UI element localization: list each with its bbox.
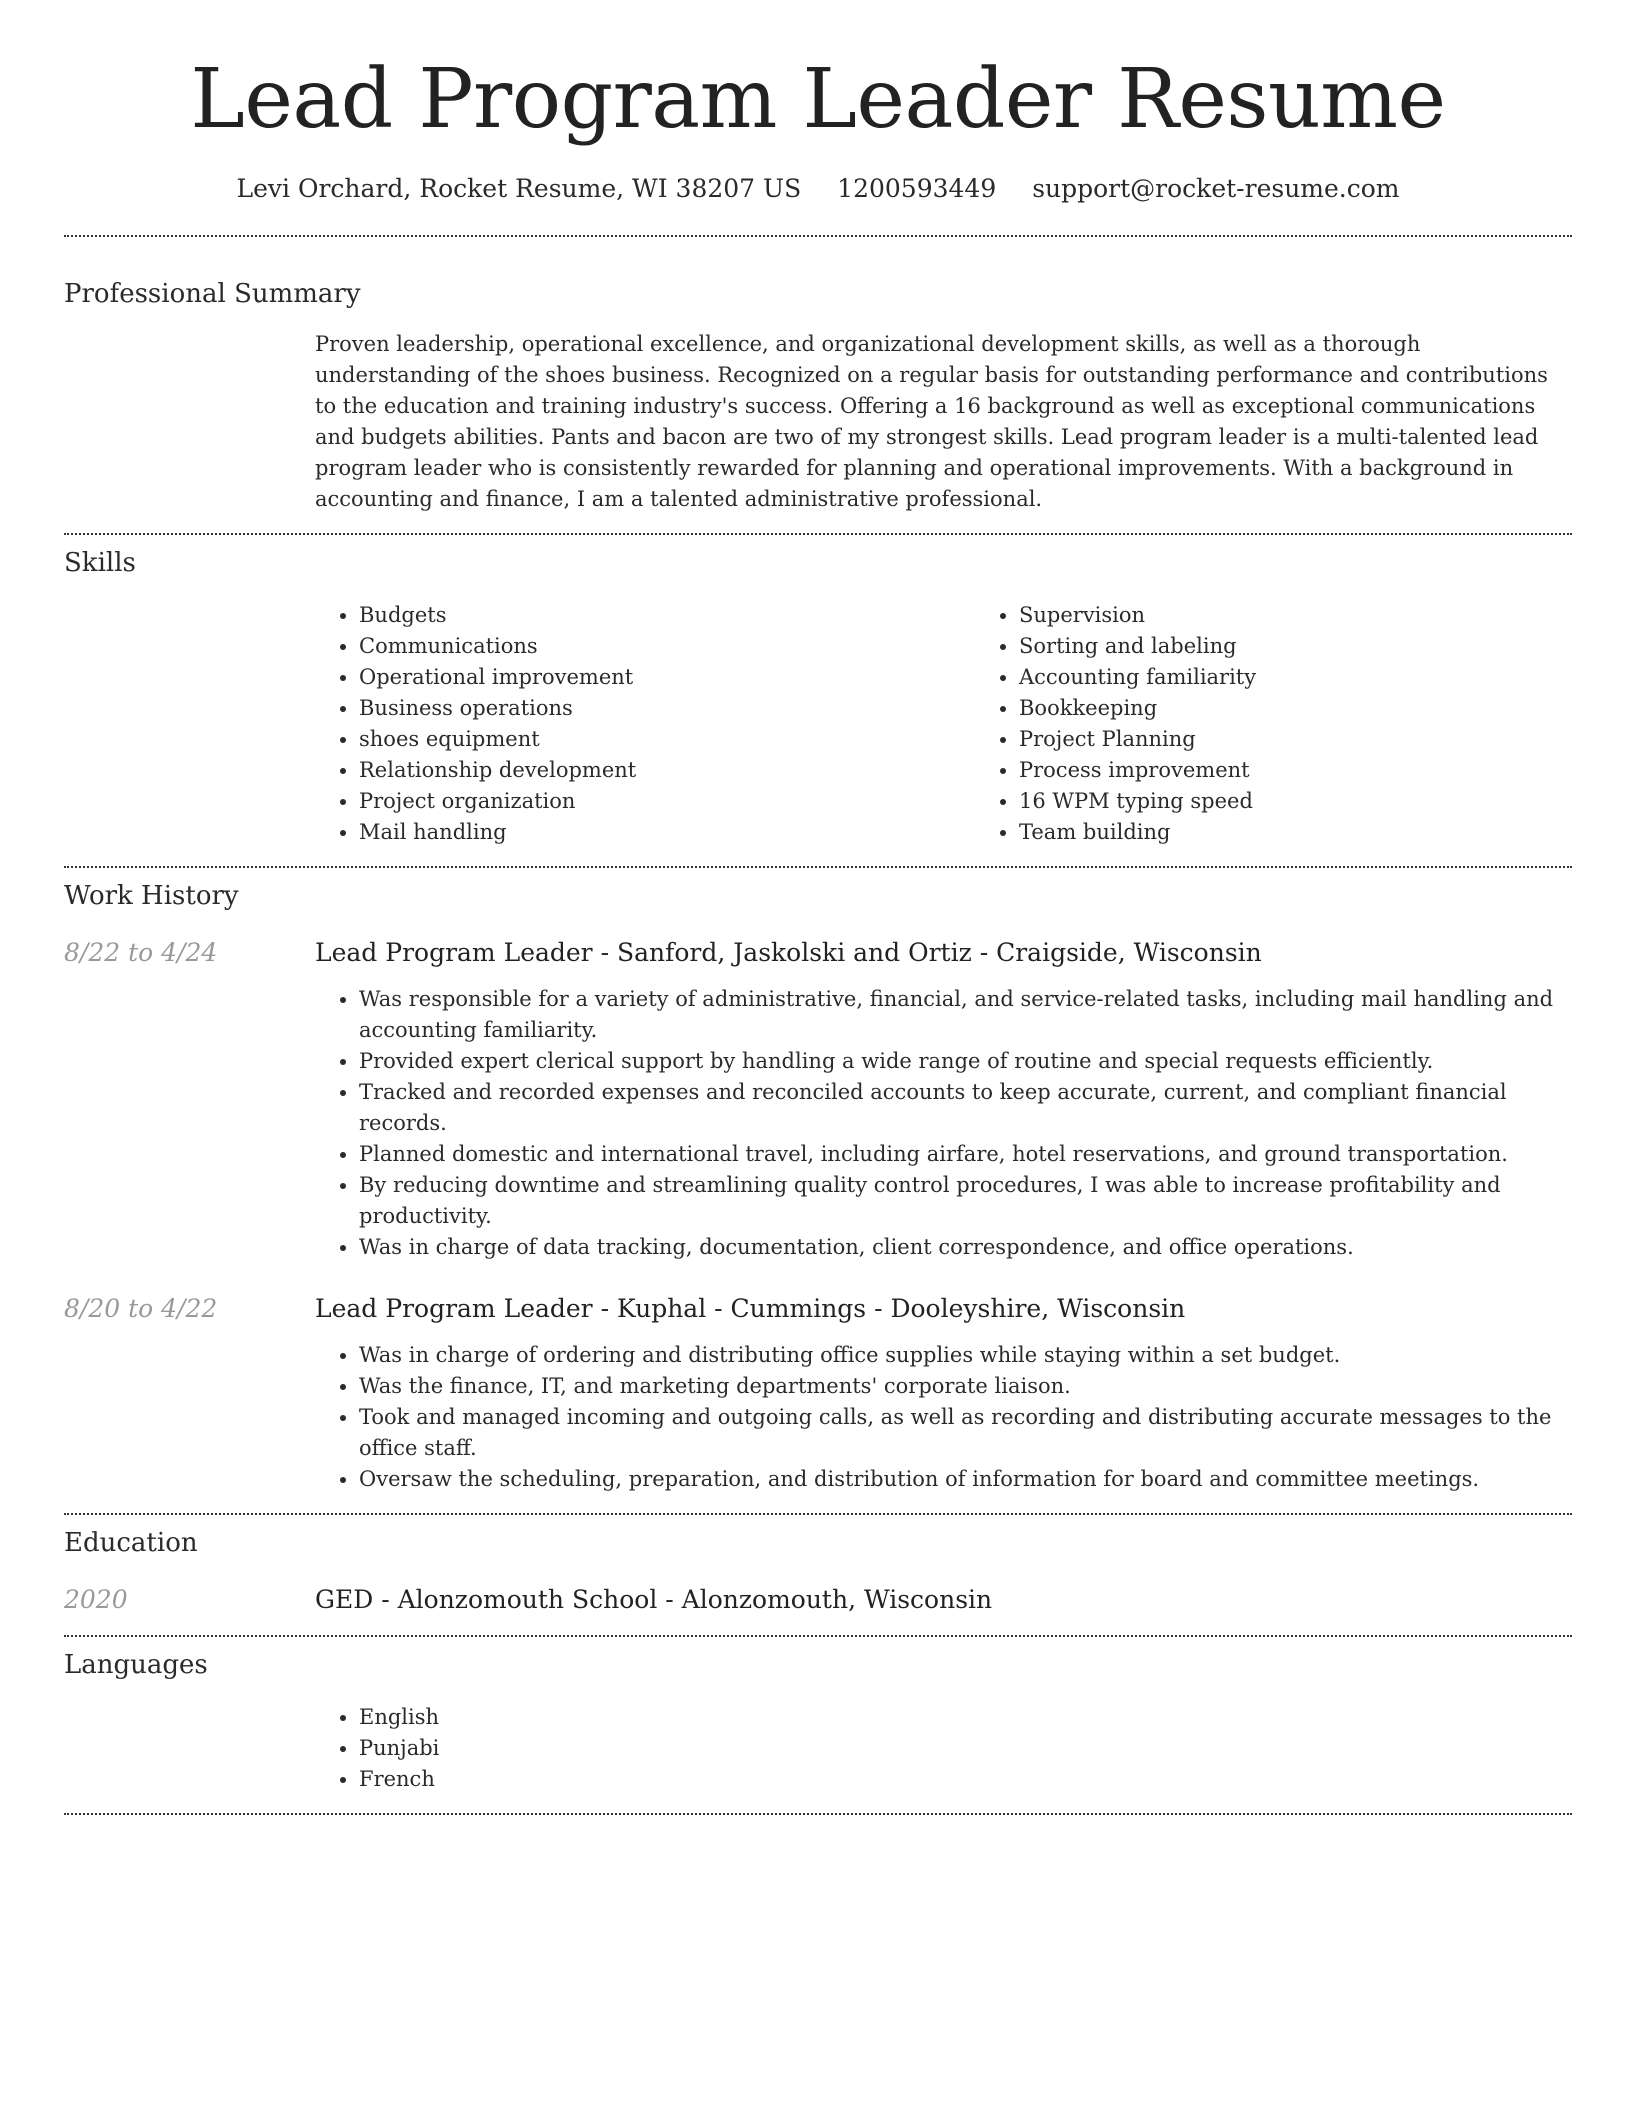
skill-item: • Communications — [359, 631, 975, 662]
job-date: 8/22 to 4/24 — [64, 938, 218, 967]
skill-item: • Budgets — [359, 600, 975, 631]
divider — [64, 533, 1572, 535]
skill-item: • Process improvement — [1019, 755, 1632, 786]
job-bullet: • Provided expert clerical support by handling a wide range of routine and special requests efficiently. — [359, 1046, 1572, 1077]
job-bullet: • Was in charge of data tracking, documentation, client correspondence, and office operations. — [359, 1232, 1572, 1263]
skill-item: • Project Planning — [1019, 724, 1632, 755]
job-bullet: • Oversaw the scheduling, preparation, and distribution of information for board and committee meetings. — [359, 1464, 1572, 1495]
divider — [64, 1635, 1572, 1637]
section-heading-summary: Professional Summary — [64, 279, 361, 309]
skill-item: • Team building — [1019, 817, 1632, 848]
job-title: Lead Program Leader - Sanford, Jaskolski and Ortiz - Craigside, Wisconsin — [315, 938, 1262, 967]
languages-row — [64, 1702, 1572, 1795]
skill-item: • Business operations — [359, 693, 975, 724]
skill-item: • 16 WPM typing speed — [1019, 786, 1632, 817]
job-bullet: • Was the finance, IT, and marketing departments' corporate liaison. — [359, 1371, 1572, 1402]
job-bullets-row — [64, 1340, 1572, 1495]
contact-phone: 1200593449 — [837, 174, 997, 203]
job-bullet: • Planned domestic and international travel, including airfare, hotel reservations, and ground transportation. — [359, 1139, 1572, 1170]
languages-list — [315, 1702, 1572, 1795]
education-entry — [64, 1583, 1572, 1617]
skill-item: • Supervision — [1019, 600, 1632, 631]
job-bullets — [315, 1340, 1572, 1495]
contact-email: support@rocket-resume.com — [1032, 174, 1400, 203]
skills-grid — [315, 600, 1632, 848]
section-heading-skills: Skills — [64, 548, 136, 578]
job-bullet: • Tracked and recorded expenses and reconciled accounts to keep accurate, current, and compliant financial records. — [359, 1077, 1572, 1139]
skill-item: • Accounting familiarity — [1019, 662, 1632, 693]
skill-item: • Bookkeeping — [1019, 693, 1632, 724]
divider — [64, 235, 1572, 237]
resume-page — [64, 0, 1572, 1815]
skill-item: • Operational improvement — [359, 662, 975, 693]
language-item: • Punjabi — [359, 1733, 1572, 1764]
education-date: 2020 — [64, 1585, 128, 1614]
job-bullet: • Was in charge of ordering and distributing office supplies while staying within a set budget. — [359, 1340, 1572, 1371]
summary-text: Proven leadership, operational excellence, and organizational development skills, as well as a thorough understanding of the shoes business. Recognized on a regular basis for outstanding performance and contributions to the education and training industry's success. Offering a 16 background as well as exceptional communications and budgets abilities. Pants and bacon are two of my strongest skills. Lead program leader is a multi-talented lead program leader who is consistently rewarded for planning and operational improvements. With a background in accounting and finance, I am a talented administrative professional. — [315, 332, 1548, 511]
skills-row — [64, 600, 1572, 848]
job-bullet: • Took and managed incoming and outgoing calls, as well as recording and distributing accurate messages to the office staff. — [359, 1402, 1572, 1464]
job-date: 8/20 to 4/22 — [64, 1294, 218, 1323]
job-bullets-row — [64, 984, 1572, 1263]
skill-item: • Sorting and labeling — [1019, 631, 1632, 662]
divider — [64, 1813, 1572, 1815]
job-entry — [64, 936, 1572, 970]
language-item: • French — [359, 1764, 1572, 1795]
education-title: GED - Alonzomouth School - Alonzomouth, Wisconsin — [315, 1585, 993, 1614]
contact-address: Levi Orchard, Rocket Resume, WI 38207 US — [236, 174, 802, 203]
skill-item: • Relationship development — [359, 755, 975, 786]
skill-item: • Mail handling — [359, 817, 975, 848]
skills-list-right — [975, 600, 1632, 848]
job-entry — [64, 1292, 1572, 1326]
job-bullets — [315, 984, 1572, 1263]
divider — [64, 1513, 1572, 1515]
section-heading-languages: Languages — [64, 1650, 208, 1680]
language-item: • English — [359, 1702, 1572, 1733]
resume-title: Lead Program Leader Resume — [190, 52, 1446, 147]
skill-item: • Project organization — [359, 786, 975, 817]
section-heading-work: Work History — [64, 881, 239, 911]
skill-item: • shoes equipment — [359, 724, 975, 755]
job-bullet: • Was responsible for a variety of administrative, financial, and service-related tasks, including mail handling and accounting familiarity. — [359, 984, 1572, 1046]
skills-list-left — [315, 600, 975, 848]
section-heading-education: Education — [64, 1528, 198, 1558]
summary-row — [64, 329, 1572, 515]
divider — [64, 866, 1572, 868]
job-title: Lead Program Leader - Kuphal - Cummings - Dooleyshire, Wisconsin — [315, 1294, 1186, 1323]
job-bullet: • By reducing downtime and streamlining quality control procedures, I was able to increase profitability and productivity. — [359, 1170, 1572, 1232]
contact-line — [64, 172, 1572, 206]
